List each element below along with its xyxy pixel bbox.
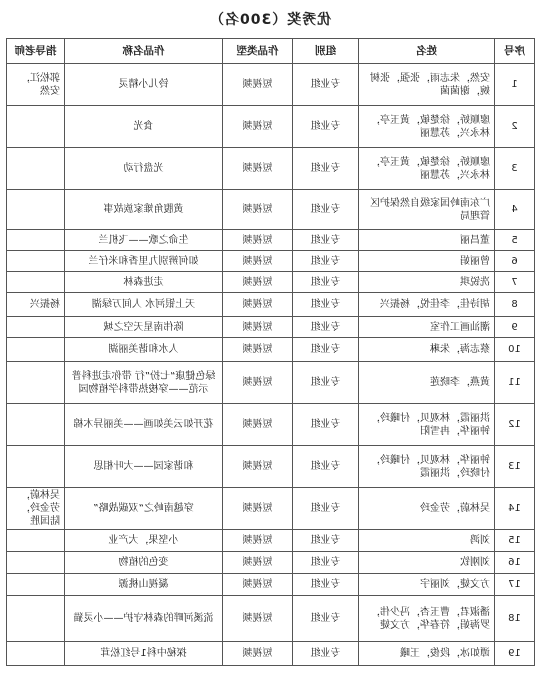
cell-group: 专业组: [293, 488, 359, 530]
cell-no: 10: [495, 338, 535, 362]
cell-no: 2: [495, 106, 535, 148]
header-type: 作品类型: [223, 39, 293, 64]
table-row: [7, 488, 535, 530]
cell-no: 8: [495, 293, 535, 317]
header-work: 作品名称: [65, 39, 223, 64]
table-row: [7, 596, 535, 642]
cell-no: 11: [495, 362, 535, 404]
cell-type: 短视频: [223, 148, 293, 190]
cell-no: 18: [495, 596, 535, 642]
cell-no: 17: [495, 574, 535, 596]
table-row: [7, 530, 535, 552]
cell-name: 廖顺娇，徐楚敏，黄玉亭，林永兴，苏慧丽: [359, 148, 495, 190]
cell-advisor: [7, 574, 65, 596]
cell-no: 19: [495, 642, 535, 666]
cell-type: 短视频: [223, 362, 293, 404]
cell-group: 专业组: [293, 404, 359, 446]
cell-name: 谭如冰，段俊，王曦: [359, 642, 495, 666]
table-row: [7, 404, 535, 446]
cell-type: 短视频: [223, 272, 293, 293]
cell-work: 陈伟南星天空之城: [65, 317, 223, 338]
table-body: [7, 64, 535, 666]
cell-type: 短视频: [223, 317, 293, 338]
cell-name: 蔡志海，朱琳: [359, 338, 495, 362]
table-row: [7, 148, 535, 190]
cell-no: 1: [495, 64, 535, 106]
cell-no: 15: [495, 530, 535, 552]
cell-group: 专业组: [293, 362, 359, 404]
cell-advisor: [7, 338, 65, 362]
cell-type: 短视频: [223, 530, 293, 552]
cell-type: 短视频: [223, 552, 293, 574]
cell-name: 吴林蔚，劳金玲: [359, 488, 495, 530]
cell-group: 专业组: [293, 446, 359, 488]
table-row: [7, 190, 535, 230]
cell-type: 短视频: [223, 190, 293, 230]
cell-no: 5: [495, 230, 535, 251]
cell-advisor: [7, 596, 65, 642]
cell-work: 绿色健康“七扮”行 带你走进科普示范——穿梭热带科学植物园: [65, 362, 223, 404]
cell-advisor: [7, 446, 65, 488]
cell-work: 如何辨别九里香和米仔兰: [65, 251, 223, 272]
cell-work: 小坚果，大产业: [65, 530, 223, 552]
page-title: [0, 6, 540, 34]
cell-work: 探秘中科1号红松茸: [65, 642, 223, 666]
cell-advisor: [7, 272, 65, 293]
cell-name: 董昌丽: [359, 230, 495, 251]
cell-name: 曾丽娟: [359, 251, 495, 272]
cell-advisor: 吴林蔚，劳金玲，陆国胜: [7, 488, 65, 530]
cell-work: 天上银河水 人间万绿湖: [65, 293, 223, 317]
cell-type: 短视频: [223, 574, 293, 596]
cell-name: 刘刚钦: [359, 552, 495, 574]
cell-advisor: [7, 106, 65, 148]
table-row: [7, 362, 535, 404]
page-title-text: 优秀奖（300名）: [208, 12, 332, 28]
table-row: [7, 106, 535, 148]
cell-advisor: [7, 404, 65, 446]
cell-name: 潮汕画工作室: [359, 317, 495, 338]
cell-work: 变色的植物: [65, 552, 223, 574]
cell-advisor: [7, 251, 65, 272]
cell-work: 穿越南岭之“双碳战略”: [65, 488, 223, 530]
cell-group: 专业组: [293, 148, 359, 190]
cell-advisor: [7, 317, 65, 338]
cell-work: 花开如云美如画——美丽异木棉: [65, 404, 223, 446]
header-group: 组别: [293, 39, 359, 64]
cell-group: 专业组: [293, 596, 359, 642]
cell-advisor: [7, 362, 65, 404]
cell-group: 专业组: [293, 552, 359, 574]
table-row: [7, 552, 535, 574]
table-row: [7, 272, 535, 293]
cell-type: 短视频: [223, 596, 293, 642]
cell-type: 短视频: [223, 446, 293, 488]
cell-type: 短视频: [223, 293, 293, 317]
cell-name: 黄燕，李晓莲: [359, 362, 495, 404]
cell-work: 光盘行动: [65, 148, 223, 190]
cell-advisor: 郭松江，安然: [7, 64, 65, 106]
cell-advisor: [7, 230, 65, 251]
cell-no: 13: [495, 446, 535, 488]
cell-name: 胡诗佳，李佳悦，杨振兴: [359, 293, 495, 317]
cell-no: 16: [495, 552, 535, 574]
cell-advisor: [7, 148, 65, 190]
cell-group: 专业组: [293, 293, 359, 317]
cell-group: 专业组: [293, 230, 359, 251]
cell-type: 短视频: [223, 404, 293, 446]
table-row: [7, 251, 535, 272]
award-table: [6, 38, 535, 666]
table-row: [7, 446, 535, 488]
header-name: 姓名: [359, 39, 495, 64]
cell-work: 铃儿小精灵: [65, 64, 223, 106]
cell-name: 安然，朱志雨，张强，张树婉，谢菌菌: [359, 64, 495, 106]
cell-group: 专业组: [293, 642, 359, 666]
cell-name: 钟丽华，林观贝，付曦玲，付晓玲，洪丽霞: [359, 446, 495, 488]
cell-no: 9: [495, 317, 535, 338]
cell-advisor: [7, 552, 65, 574]
table-row: [7, 574, 535, 596]
cell-group: 专业组: [293, 272, 359, 293]
cell-group: 专业组: [293, 190, 359, 230]
cell-group: 专业组: [293, 317, 359, 338]
cell-type: 短视频: [223, 488, 293, 530]
cell-work: 流溪河畔的森林守护——小灵猫: [65, 596, 223, 642]
table-row: [7, 317, 535, 338]
table-row: [7, 338, 535, 362]
cell-group: 专业组: [293, 251, 359, 272]
cell-no: 12: [495, 404, 535, 446]
cell-no: 14: [495, 488, 535, 530]
cell-no: 6: [495, 251, 535, 272]
cell-advisor: [7, 530, 65, 552]
cell-work: 生命之歌——飞机兰: [65, 230, 223, 251]
cell-name: 洪丽霞，林观贝，付曦玲，钟丽华，冉雪阳: [359, 404, 495, 446]
header-no: 序号: [495, 39, 535, 64]
cell-advisor: 杨振兴: [7, 293, 65, 317]
cell-work: 人水和谐美丽湖: [65, 338, 223, 362]
cell-group: 专业组: [293, 338, 359, 362]
cell-no: 4: [495, 190, 535, 230]
cell-name: 广东南岭国家级自然保护区管理局: [359, 190, 495, 230]
table-header-row: [7, 39, 535, 64]
table-row: [7, 230, 535, 251]
table-row: [7, 642, 535, 666]
cell-type: 短视频: [223, 106, 293, 148]
cell-type: 短视频: [223, 230, 293, 251]
cell-work: 走进森林: [65, 272, 223, 293]
cell-type: 短视频: [223, 642, 293, 666]
cell-type: 短视频: [223, 251, 293, 272]
cell-type: 短视频: [223, 338, 293, 362]
cell-name: 冼锐琪: [359, 272, 495, 293]
table-row: [7, 293, 535, 317]
cell-type: 短视频: [223, 64, 293, 106]
cell-group: 专业组: [293, 530, 359, 552]
cell-no: 7: [495, 272, 535, 293]
cell-no: 3: [495, 148, 535, 190]
header-advisor: 指导老师: [7, 39, 65, 64]
cell-name: 廖顺娇，徐楚敏，黄玉亭，林永兴，苏慧丽: [359, 106, 495, 148]
cell-group: 专业组: [293, 64, 359, 106]
cell-work: 和谐家园——大叶相思: [65, 446, 223, 488]
cell-group: 专业组: [293, 106, 359, 148]
cell-advisor: [7, 190, 65, 230]
cell-name: 刘鸿: [359, 530, 495, 552]
cell-work: 黄腹角雉家族故事: [65, 190, 223, 230]
cell-group: 专业组: [293, 574, 359, 596]
cell-name: 潘淑君，曹玉杏，冯少伟，罗海娟，符春华，方文婕: [359, 596, 495, 642]
cell-name: 方文婕，刘丽宇: [359, 574, 495, 596]
cell-work: 食光: [65, 106, 223, 148]
table-row: [7, 64, 535, 106]
cell-work: 凝视山桃源: [65, 574, 223, 596]
cell-advisor: [7, 642, 65, 666]
